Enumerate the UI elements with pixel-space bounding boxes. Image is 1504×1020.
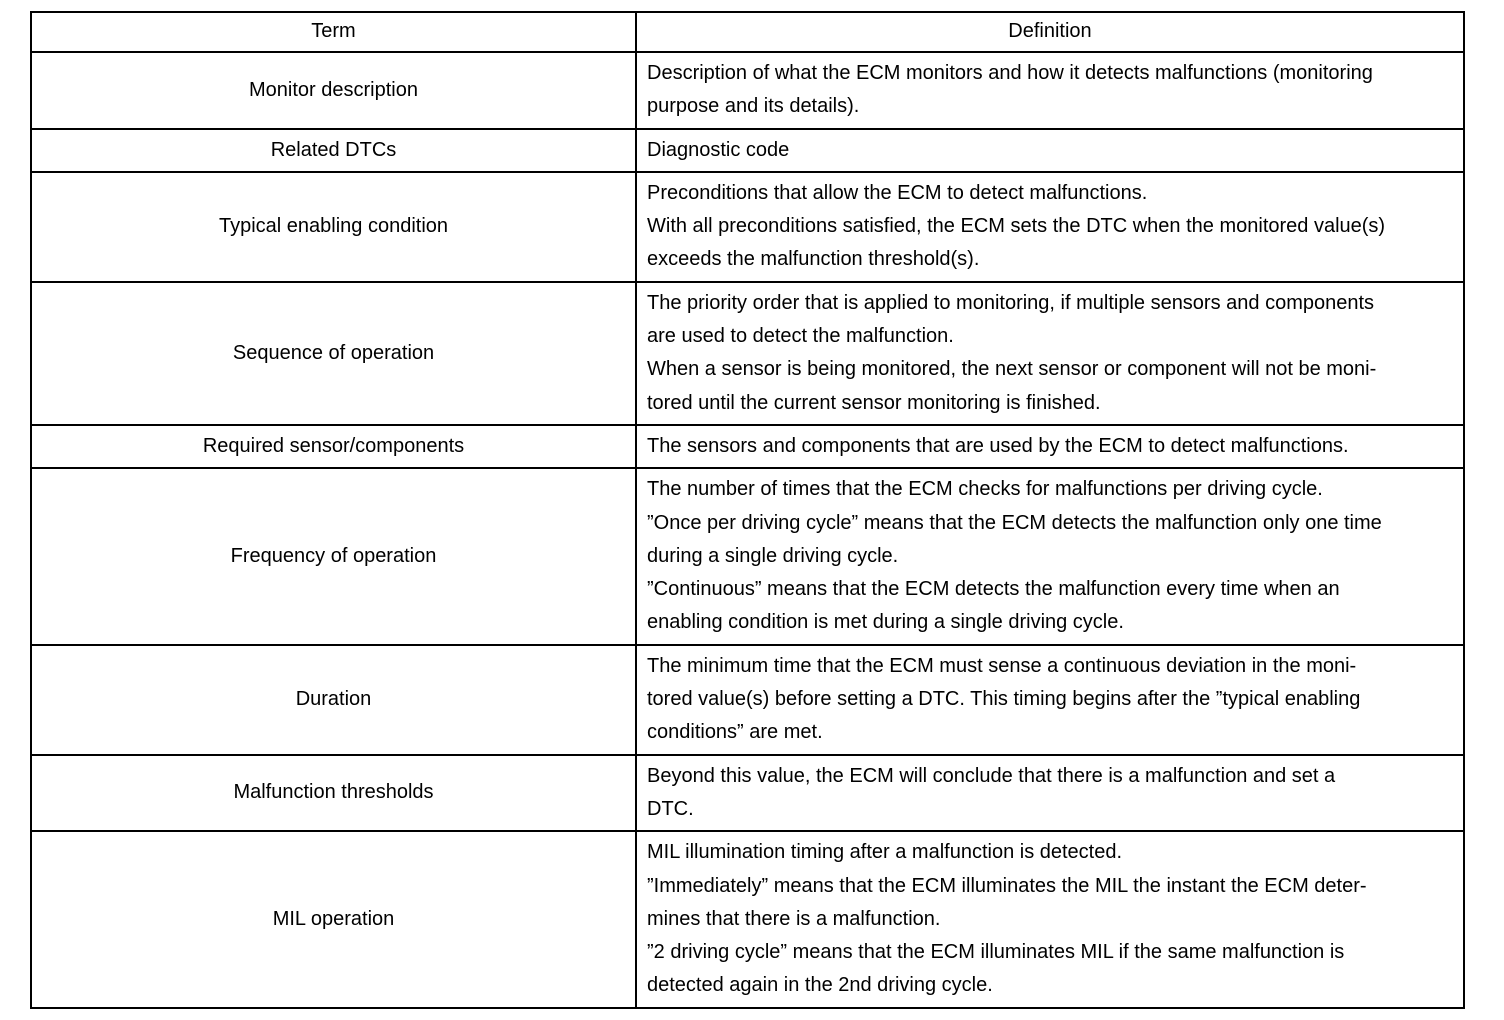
- definition-line: With all preconditions satisfied, the ECM sets the DTC when the monitored value(s): [647, 215, 1386, 238]
- definition-line: The minimum time that the ECM must sense a continuous deviation in the moni-: [647, 654, 1357, 677]
- definition-line: The sensors and components that are used by the ECM to detect malfunctions.: [647, 434, 1349, 457]
- definition-line: MIL illumination timing after a malfunction is detected.: [647, 841, 1123, 864]
- table-row: [31, 52, 1464, 129]
- definition-cell: [636, 425, 1464, 468]
- definition-line: during a single driving cycle.: [647, 544, 899, 567]
- term-cell: Duration: [31, 645, 636, 755]
- definition-line: conditions” are met.: [647, 721, 823, 744]
- definition-line: purpose and its details).: [647, 95, 860, 118]
- term-cell: Required sensor/components: [31, 425, 636, 468]
- definition-cell: [636, 129, 1464, 172]
- table-header-row: [31, 12, 1464, 52]
- definition-line: are used to detect the malfunction.: [647, 325, 954, 348]
- table-row: [31, 282, 1464, 425]
- table-row: [31, 468, 1464, 644]
- header-definition: Definition: [636, 12, 1464, 52]
- table-row: [31, 425, 1464, 468]
- terms-definitions-table: [30, 11, 1465, 1009]
- table-row: [31, 831, 1464, 1007]
- definition-line: When a sensor is being monitored, the next sensor or component will not be moni-: [647, 358, 1377, 381]
- term-cell: Monitor description: [31, 52, 636, 129]
- definition-line: Beyond this value, the ECM will conclude that there is a malfunction and set a: [647, 764, 1336, 787]
- term-cell: Sequence of operation: [31, 282, 636, 425]
- definition-line: enabling condition is met during a single driving cycle.: [647, 611, 1124, 634]
- definition-cell: [636, 831, 1464, 1007]
- table-row: [31, 172, 1464, 282]
- definition-line: ”Continuous” means that the ECM detects the malfunction every time when an: [647, 578, 1340, 601]
- definition-line: DTC.: [647, 797, 694, 820]
- header-term: Term: [31, 12, 636, 52]
- definition-line: Diagnostic code: [647, 138, 790, 161]
- definition-cell: [636, 172, 1464, 282]
- definition-line: detected again in the 2nd driving cycle.: [647, 974, 993, 997]
- definition-line: Description of what the ECM monitors and how it detects malfunctions (monitoring: [647, 62, 1373, 84]
- definition-line: tored until the current sensor monitoring is finished.: [647, 391, 1101, 414]
- definition-line: tored value(s) before setting a DTC. This timing begins after the ”typical enabling: [647, 688, 1361, 711]
- table-row: [31, 755, 1464, 832]
- term-cell: MIL operation: [31, 831, 636, 1007]
- definition-cell: [636, 755, 1464, 832]
- definition-cell: [636, 468, 1464, 644]
- definition-line: ”Immediately” means that the ECM illuminates the MIL the instant the ECM deter-: [647, 874, 1367, 897]
- definition-line: mines that there is a malfunction.: [647, 907, 941, 930]
- definition-line: exceeds the malfunction threshold(s).: [647, 248, 980, 271]
- definition-line: ”Once per driving cycle” means that the ECM detects the malfunction only one time: [647, 511, 1382, 534]
- term-cell: Malfunction thresholds: [31, 755, 636, 832]
- definition-line: The number of times that the ECM checks for malfunctions per driving cycle.: [647, 478, 1323, 501]
- definition-line: Preconditions that allow the ECM to detect malfunctions.: [647, 181, 1148, 204]
- term-cell: Typical enabling condition: [31, 172, 636, 282]
- table-row: [31, 129, 1464, 172]
- definition-cell: [636, 52, 1464, 129]
- term-cell: Related DTCs: [31, 129, 636, 172]
- term-cell: Frequency of operation: [31, 468, 636, 644]
- definition-line: ”2 driving cycle” means that the ECM illuminates MIL if the same malfunction is: [647, 941, 1345, 964]
- definition-cell: [636, 282, 1464, 425]
- definition-line: The priority order that is applied to monitoring, if multiple sensors and components: [647, 291, 1375, 314]
- table-row: [31, 645, 1464, 755]
- definition-cell: [636, 645, 1464, 755]
